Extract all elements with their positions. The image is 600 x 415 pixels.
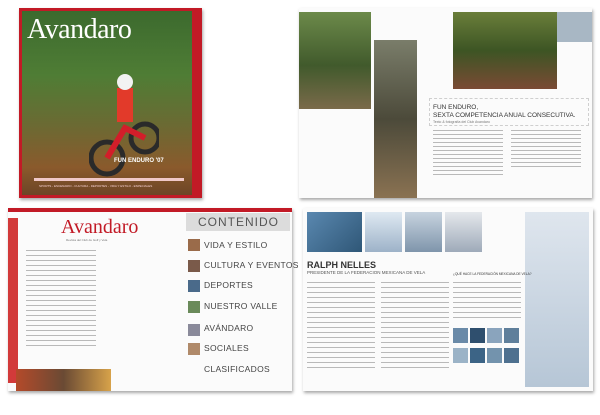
spread-byline: Texto & fotografía del Club Avandaro	[433, 120, 490, 124]
body-text-line	[433, 146, 503, 147]
portrait-photo	[307, 212, 362, 252]
top-accent-bar	[8, 208, 292, 212]
body-text-line	[381, 332, 449, 333]
body-text-line	[307, 332, 375, 333]
toc-thumbnail	[188, 280, 200, 292]
body-text-line	[433, 158, 503, 159]
editorial-text-line	[26, 305, 96, 306]
body-text-line	[307, 292, 375, 293]
body-text-line	[381, 302, 449, 303]
editorial-text-line	[26, 250, 96, 251]
body-text-line	[381, 342, 449, 343]
body-text-line	[307, 342, 375, 343]
cover-headline: FUN ENDURO '07	[114, 158, 164, 164]
cover-masthead: Avandaro	[27, 14, 132, 45]
body-text-line	[381, 287, 449, 288]
body-text-line	[453, 297, 521, 298]
toc-section-sociales[interactable]: SOCIALES	[204, 343, 249, 353]
masthead-logo: Avandaro	[61, 216, 139, 238]
headline-line-2: SEXTA COMPETENCIA ANUAL CONSECUTIVA.	[433, 112, 576, 119]
body-text-line	[381, 297, 449, 298]
body-text-line	[307, 322, 375, 323]
toc-section-nuestro-valle[interactable]: NUESTRO VALLE	[204, 301, 278, 311]
body-text-line	[381, 362, 449, 363]
sailing-thumbnail	[453, 328, 468, 343]
toc-thumbnail	[188, 343, 200, 355]
headline-line-1: FUN ENDURO,	[433, 104, 479, 111]
body-text-line	[307, 297, 375, 298]
sailing-photo-1	[365, 212, 402, 252]
contents-spread	[8, 208, 299, 391]
body-text-line	[433, 170, 503, 171]
sailing-thumbnail	[470, 328, 485, 343]
body-text-line	[307, 367, 375, 368]
cover-nav-text: SPORTS - ESCENARIO - CULTURA - DEPORTES - VIDA Y ESTILO - ESPECIALES	[39, 184, 153, 188]
sailing-thumbnail	[470, 348, 485, 363]
left-accent-strip	[8, 218, 18, 383]
rider-photo-4	[557, 12, 592, 42]
body-text-line	[307, 357, 375, 358]
editorial-text-line	[26, 255, 96, 256]
magazine-cover	[19, 8, 202, 198]
toc-section-avandaro[interactable]: AVÁNDARO	[204, 323, 254, 333]
body-text-line	[433, 142, 503, 143]
toc-thumbnail	[188, 260, 200, 272]
editorial-text-line	[26, 300, 96, 301]
sailing-thumbnail	[453, 348, 468, 363]
spread-headline	[433, 104, 583, 120]
body-text-line	[381, 322, 449, 323]
body-text-line	[307, 337, 375, 338]
editorial-text-line	[26, 315, 96, 316]
body-text-line	[433, 134, 503, 135]
body-text-line	[511, 138, 581, 139]
body-text-line	[381, 327, 449, 328]
body-text-line	[511, 134, 581, 135]
masthead-subtitle: Revista del Club de Golf y Vela	[66, 238, 108, 242]
body-text-line	[307, 307, 375, 308]
body-text-line	[307, 312, 375, 313]
body-text-line	[453, 302, 521, 303]
body-text-line	[307, 282, 375, 283]
body-text-line	[381, 367, 449, 368]
body-text-line	[307, 352, 375, 353]
body-text-line	[307, 362, 375, 363]
body-text-line	[453, 287, 521, 288]
sailing-thumbnail	[504, 348, 519, 363]
body-text-line	[453, 317, 521, 318]
body-text-line	[307, 327, 375, 328]
toc-section-deportes[interactable]: DEPORTES	[204, 280, 254, 290]
editorial-photo	[16, 369, 111, 391]
body-text-line	[433, 150, 503, 151]
sailing-photo-2	[405, 212, 442, 252]
sailing-photo-3	[445, 212, 482, 252]
sailing-thumbnail	[487, 328, 502, 343]
body-text-line	[453, 292, 521, 293]
body-text-line	[433, 154, 503, 155]
body-text-line	[511, 150, 581, 151]
editorial-text-line	[26, 285, 96, 286]
body-text-line	[511, 142, 581, 143]
body-text-line	[307, 317, 375, 318]
toc-section-cultura-y-eventos[interactable]: CULTURA Y EVENTOS	[204, 260, 299, 270]
body-text-line	[307, 287, 375, 288]
body-text-line	[381, 357, 449, 358]
body-text-line	[381, 317, 449, 318]
body-text-line	[511, 146, 581, 147]
editorial-text-line	[26, 280, 96, 281]
body-text-line	[381, 292, 449, 293]
toc-thumbnail	[188, 239, 200, 251]
body-text-line	[381, 337, 449, 338]
editorial-text-line	[26, 310, 96, 311]
body-text-line	[511, 158, 581, 159]
toc-thumbnail	[188, 324, 200, 336]
body-text-line	[453, 307, 521, 308]
body-text-line	[511, 166, 581, 167]
sailing-thumbnail	[487, 348, 502, 363]
interview-spread	[303, 208, 593, 391]
body-text-line	[511, 130, 581, 131]
body-text-line	[433, 162, 503, 163]
body-text-line	[433, 174, 503, 175]
editorial-text-line	[26, 335, 96, 336]
body-text-line	[433, 130, 503, 131]
contents-header: CONTENIDO	[198, 215, 279, 229]
rider-photo-2	[374, 40, 417, 198]
rider-photo-1	[299, 12, 371, 109]
body-text-line	[381, 352, 449, 353]
sailing-thumbnail	[504, 328, 519, 343]
toc-section-vida-y-estilo[interactable]: VIDA Y ESTILO	[204, 240, 268, 250]
editorial-text-line	[26, 320, 96, 321]
editorial-text-line	[26, 260, 96, 261]
editorial-text-line	[26, 295, 96, 296]
body-text-line	[453, 312, 521, 313]
body-text-line	[433, 166, 503, 167]
interview-question: ¿QUÉ HACE LA FEDERACIÓN MEXICANA DE VELA?	[453, 272, 532, 276]
editorial-text-line	[26, 290, 96, 291]
editorial-text-line	[26, 330, 96, 331]
toc-section-clasificados[interactable]: CLASIFICADOS	[204, 364, 270, 374]
body-text-line	[433, 138, 503, 139]
editorial-text-line	[26, 265, 96, 266]
body-text-line	[307, 347, 375, 348]
editorial-text-line	[26, 270, 96, 271]
body-text-line	[307, 302, 375, 303]
editorial-text-line	[26, 325, 96, 326]
interviewee-name: RALPH NELLES	[307, 260, 377, 270]
sailboat-photo	[525, 212, 589, 387]
cover-nav-strip	[34, 178, 184, 181]
enduro-spread	[299, 8, 592, 198]
body-text-line	[511, 162, 581, 163]
toc-thumbnail	[188, 301, 200, 313]
body-text-line	[381, 312, 449, 313]
body-text-line	[381, 282, 449, 283]
rider-photo-3	[453, 12, 557, 89]
body-text-line	[453, 282, 521, 283]
body-text-line	[511, 154, 581, 155]
body-text-line	[381, 307, 449, 308]
editorial-text-line	[26, 345, 96, 346]
editorial-text-line	[26, 275, 96, 276]
body-text-line	[381, 347, 449, 348]
editorial-text-line	[26, 340, 96, 341]
interviewee-title: PRESIDENTE DE LA FEDERACION MEXICANA DE VELA	[307, 270, 426, 275]
